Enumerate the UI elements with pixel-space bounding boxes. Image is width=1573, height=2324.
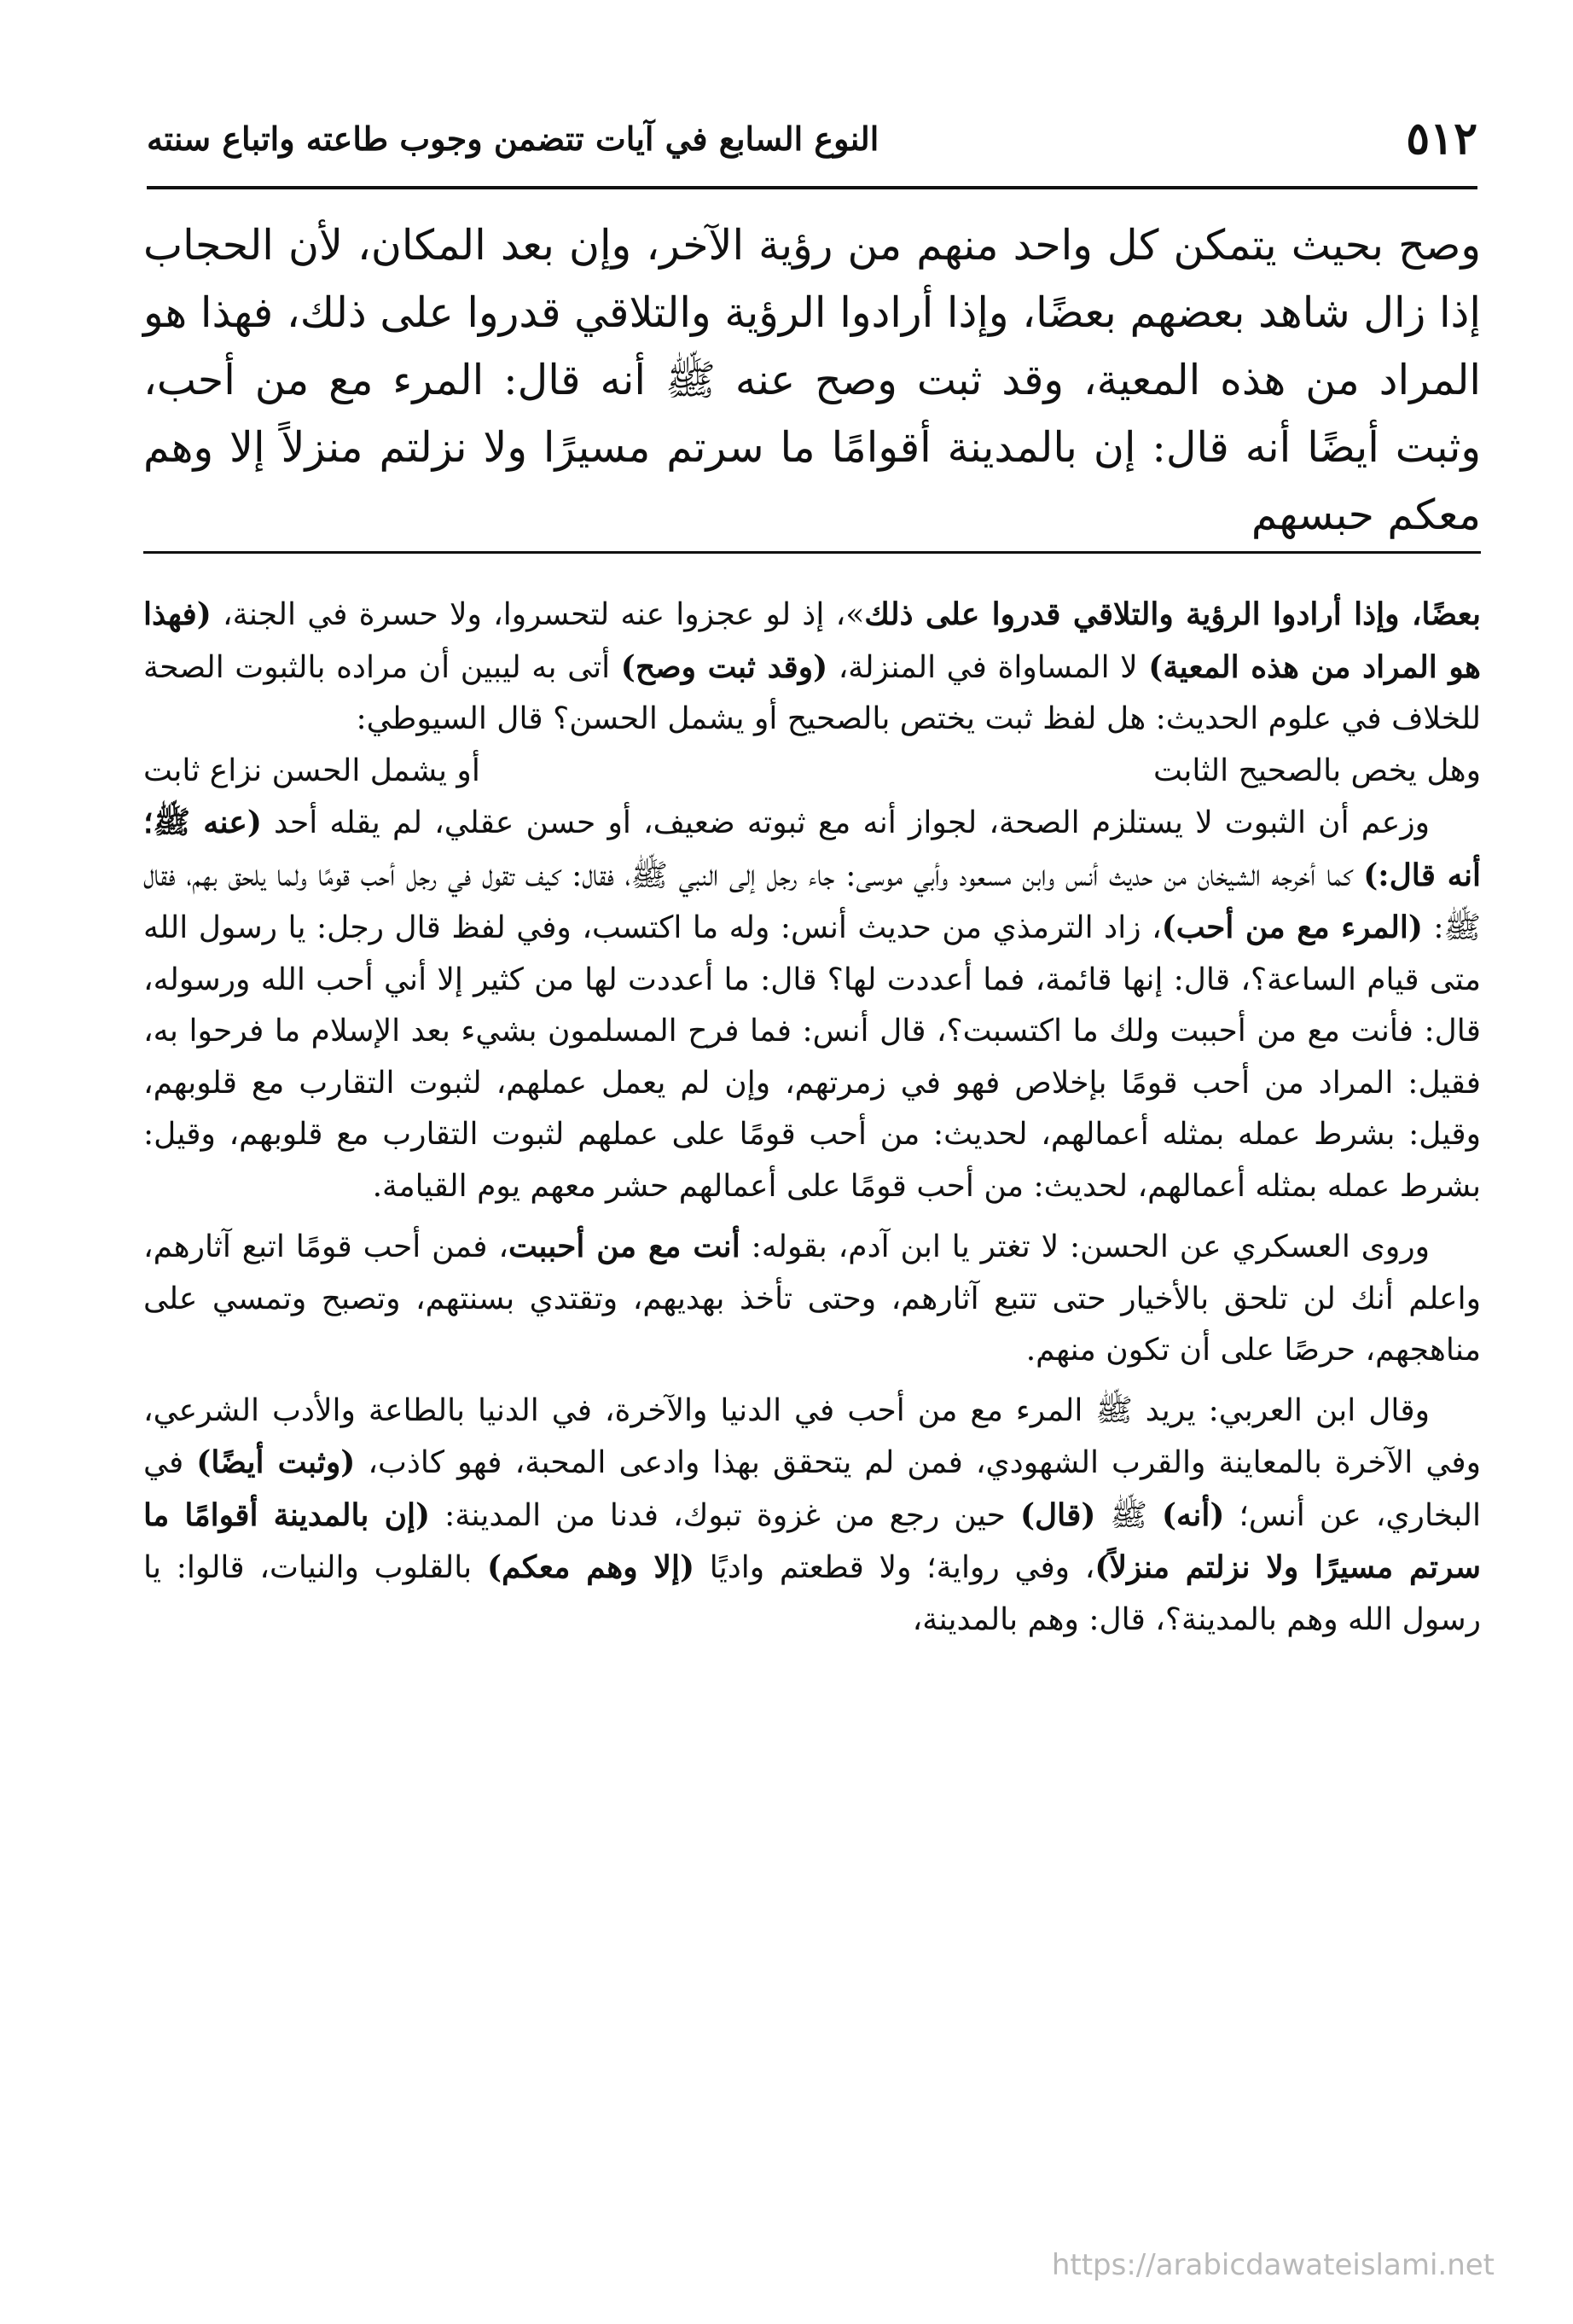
commentary-run: ، زاد الترمذي من حديث أنس: وله ما اكتسب، وفي لفظ قال رجل: يا رسول الله متى قيام الساعة؟، قال: إنها قائمة، فما أعددت لها؟ قال: ما أعددت لها من كثير إلا أني أحب الله ورسوله، قال: فأنت مع من أحببت ولك ما اكتسبت؟، قال أنس: فما فرح المسلمون بشيء بعد الإسلام ما فرحوا به، فقيل: المراد من أحب قومًا بإخلاص فهو في زمرتهم، وإن لم يعمل عملهم، لثبوت التقارب مع قلوبهم، وقيل: بشرط عمله بمثله أعمالهم، لحديث: من أحب قومًا على عملهم لثبوت التقارب مع قلوبهم، وقيل: بشرط عمله بمثله أعمالهم، لحديث: من أحب قومًا على أعمالهم حشر معهم يوم القيامة. bbox=[143, 910, 1481, 1204]
commentary-run: (وثبت أيضًا) bbox=[196, 1444, 356, 1480]
commentary-paragraph-1 bbox=[143, 589, 1481, 746]
commentary bbox=[143, 589, 1481, 1646]
commentary-run: (وقد ثبت وصح) bbox=[620, 648, 828, 685]
commentary-run: في البخاري، عن أنس؛ bbox=[143, 1445, 1481, 1533]
commentary-run: ، فمن أحب قومًا اتبع آثارهم، واعلم أنك لن تلحق بالأخيار حتى تتبع آثارهم، وحتى تأخذ بهديهم، وتقتدي بسنتهم، وتصبح وتمسي على مناهجهم، حرصًا على أن تكون منهم. bbox=[143, 1229, 1481, 1368]
commentary-run: بالقلوب والنيات، قالوا: يا رسول الله وهم بالمدينة؟، قال: وهم بالمدينة، bbox=[143, 1550, 1481, 1637]
commentary-run: أنت مع من أحببت bbox=[508, 1229, 740, 1264]
main-text bbox=[143, 212, 1481, 549]
running-title: النوع السابع في آيات تتضمن وجوب طاعته واتباع سنته bbox=[147, 119, 879, 158]
commentary-paragraph-4 bbox=[143, 1386, 1481, 1647]
page-number: ٥١٢ bbox=[1406, 113, 1477, 165]
commentary-run: أتى به ليبين أن مراده بالثبوت الصحة للخلاف في علوم الحديث: هل لفظ ثبت يختص بالصحيح أو يشمل الحسن؟ قال السيوطي: bbox=[143, 649, 1481, 736]
separator-rule bbox=[143, 551, 1481, 554]
commentary-run: (فهذا هو المراد من هذه المعية) bbox=[143, 596, 1482, 685]
commentary-run: »، إذ لو عجزوا عنه لتحسروا، ولا حسرة في الجنة، bbox=[211, 597, 865, 632]
commentary-run: كما أخرجه الشيخان من حديث أنس وابن مسعود وأبي موسى: جاء رجل إلى النبي ﷺ، فقال: كيف تقول في رجل أحب قومًا ولما يلحق بهم، فقال ﷺ: bbox=[143, 857, 1481, 945]
commentary-run: (إن بالمدينة أقوامًا ما سرتم مسيرًا ولا نزلتم منزلاً) bbox=[143, 1496, 1481, 1585]
commentary-run: (المرء مع من أحب) bbox=[1161, 909, 1423, 945]
watermark-url: https://arabicdawateislami.net bbox=[1051, 2248, 1495, 2282]
commentary-run: لا المساواة في المنزلة، bbox=[827, 649, 1149, 685]
commentary-run: ، وفي رواية؛ ولا قطعتم واديًا bbox=[694, 1550, 1095, 1585]
commentary-run: وزعم أن الثبوت لا يستلزم الصحة، لجواز أنه مع ثبوته ضعيف، أو حسن عقلي، لم يقله أحد bbox=[261, 805, 1430, 840]
main-text-paragraph: وصح بحيث يتمكن كل واحد منهم من رؤية الآخر، وإن بعد المكان، لأن الحجاب إذا زال شاهد بعضهم بعضًا، وإذا أرادوا الرؤية والتلاقي قدروا على ذلك، فهذا هو المراد من هذه المعية، وقد ثبت وصح عنه ﷺ أنه قال: المرء مع من أحب، وثبت أيضًا أنه قال: إن بالمدينة أقوامًا ما سرتم مسيرًا ولا نزلتم منزلاً إلا وهم معكم حبسهم bbox=[143, 221, 1481, 539]
header-rule bbox=[147, 186, 1477, 189]
commentary-paragraph-2 bbox=[143, 797, 1481, 1212]
commentary-run: (إلا وهم معكم) bbox=[486, 1549, 694, 1585]
commentary-run: (أنه) bbox=[1161, 1496, 1225, 1533]
commentary-run: وقال ابن العربي: يريد ﷺ المرء مع من أحب في الدنيا والآخرة، في الدنيا بالطاعة والأدب الشرعي، وفي الآخرة بالمعاينة والقرب الشهودي، فمن لم يتحقق بهذا وادعى المحبة، فهو كاذب، bbox=[143, 1392, 1481, 1480]
commentary-run: بعضًا، وإذا أرادوا الرؤية والتلاقي قدروا على ذلك bbox=[864, 596, 1482, 632]
commentary-run: (قال) bbox=[1019, 1496, 1096, 1533]
verse-hemistich-left: أو يشمل الحسن نزاع ثابت bbox=[143, 752, 480, 788]
commentary-paragraph-3 bbox=[143, 1221, 1481, 1377]
verse-line bbox=[143, 746, 1481, 798]
commentary-run: وروى العسكري عن الحسن: لا تغتر يا ابن آدم، بقوله: bbox=[740, 1229, 1431, 1264]
verse-hemistich-right: وهل يخص بالصحيح الثابت bbox=[1152, 752, 1481, 788]
commentary-run: حين رجع من غزوة تبوك، فدنا من المدينة: bbox=[430, 1497, 1020, 1533]
commentary-run: (عنه ﷺ؛ أنه قال:) bbox=[143, 805, 1481, 893]
page-header bbox=[147, 113, 1477, 167]
commentary-run: ﷺ bbox=[1095, 1497, 1162, 1533]
